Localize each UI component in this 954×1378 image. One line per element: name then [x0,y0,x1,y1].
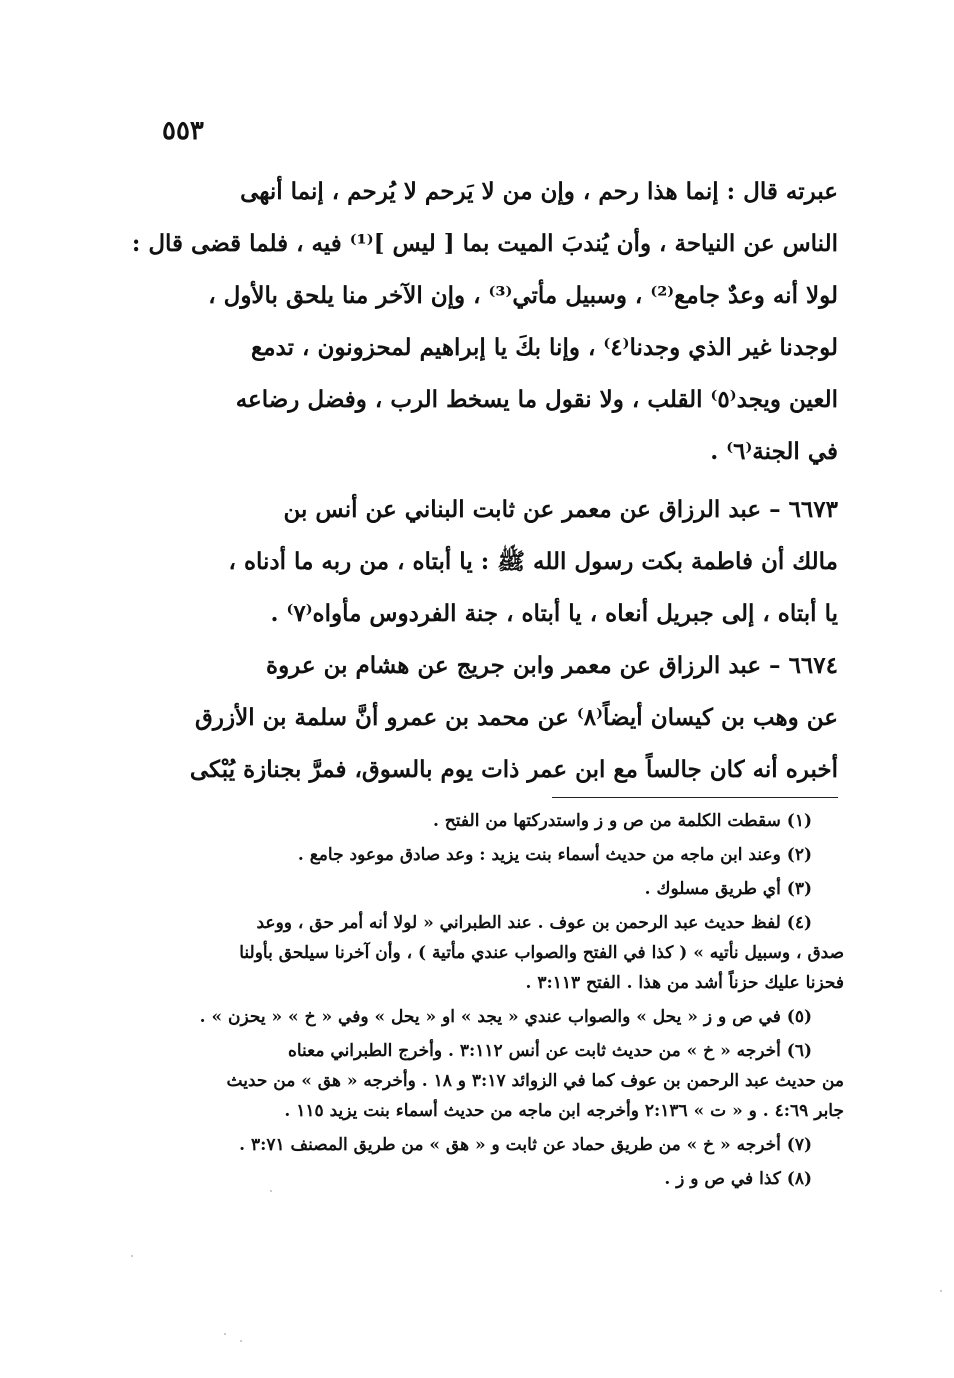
text-line: مالك أن فاطمة بكت رسول الله ﷺ : يا أبتاه ، من ربه ما أدناه ، [228,548,838,575]
footnote-line: (٥) في ص و ز « يحل » والصواب عندي « يجد » او « يحل » وفي « خ » « يحزن » . [199,1007,812,1027]
footnote-line: (٢) وعند ابن ماجه من حديث أسماء بنت يزيد : وعد صادق موعود جامع . [297,845,812,865]
speck [240,1340,242,1342]
footnote-2 [158,840,844,870]
text-line: أخبره أنه كان جالساً مع ابن عمر ذات يوم بالسوق، فمرَّ بجنازة يُبْكى [189,756,838,783]
footnote-line: (١) سقطت الكلمة من ص و ز واستدركتها من الفتح . [432,811,812,831]
footnote-line: (٦) أخرجه « خ » من حديث ثابت عن أنس ٣:١١٢ . وأخرج الطبراني معناه [287,1041,812,1061]
speck [940,1290,942,1292]
footnote-line: فحزنا عليك حزناً أشد من هذا . الفتح ٣:١١٣ . [525,973,844,993]
text-line: لولا أنه وعدٌ جامع⁽²⁾ ، وسبيل مأتي⁽³⁾ ، وإن الآخر منا يلحق بالأول ، [208,282,838,309]
footnote-line: جابر ٤:٦٩ . و « ت » ٢:١٣٦ وأخرجه ابن ماجه من حديث أسماء بنت يزيد ١١٥ . [284,1101,844,1121]
footnotes [158,806,844,1198]
text-line: ٦٦٧٤ – عبد الرزاق عن معمر وابن جريج عن هشام بن عروة [266,652,838,679]
text-line: يا أبتاه ، إلى جبريل أنعاه ، يا أبتاه ، جنة الفردوس مأواه⁽٧⁾ . [270,600,838,627]
speck [131,1255,133,1257]
footnote-8 [158,1164,844,1194]
paragraph-hadith-6674 [158,640,838,796]
text-line: ٦٦٧٣ – عبد الرزاق عن معمر عن ثابت البناني عن أنس بن [283,496,838,523]
footnote-5 [158,1002,844,1032]
footnote-line: (٨) كذا في ص و ز . [664,1169,812,1189]
footnote-line: (٧) أخرجه « خ » من طريق حماد عن ثابت و « هق » من طريق المصنف ٣:٧١ . [239,1135,812,1155]
footnote-divider [552,797,838,798]
speck [224,1333,226,1335]
text-line: لوجدنا غير الذي وجدنا⁽٤⁾ ، وإنا بكَ يا إبراهيم لمحزونون ، تدمع [250,334,838,361]
text-line: عبرته قال : إنما هذا رحم ، وإن من لا يَرحم لا يُرحم ، إنما أنهى [240,178,838,205]
footnote-line: (٤) لفظ حديث عبد الرحمن بن عوف . عند الطبراني « لولا أنه أمر حق ، ووعد [256,913,812,933]
footnote-3 [158,874,844,904]
footnote-line: (٣) أي طريق مسلوك . [644,879,812,899]
text-line: الناس عن النياحة ، وأن يُندبَ الميت بما [ ليس ]⁽¹⁾ فيه ، فلما قضى قال : [131,230,838,257]
text-line: العين ويجد⁽٥⁾ القلب ، ولا نقول ما يسخط الرب ، وفضل رضاعه [235,386,838,413]
footnote-6 [158,1036,844,1126]
footnote-4 [158,908,844,998]
speck [270,1190,272,1192]
text-line: في الجنة⁽٦⁾ . [710,438,838,465]
paragraph-hadith-6673 [158,484,838,640]
footnote-line: من حديث عبد الرحمن بن عوف كما في الزوائد ٣:١٧ و ١٨ . وأخرجه « هق » من حديث [226,1071,844,1091]
footnote-line: صدق ، وسبيل نأتيه » ( كذا في الفتح والصواب عندي مأتية ) ، وأن آخرنا سيلحق بأولنا [239,943,844,963]
footnote-7 [158,1130,844,1160]
paragraph-1 [131,166,838,478]
text-line: عن وهب بن كيسان أيضاً⁽٨⁾ عن محمد بن عمرو أنَّ سلمة بن الأزرق [195,704,838,731]
footnote-1 [158,806,844,836]
page-number: ٥٥٣ [162,116,204,146]
